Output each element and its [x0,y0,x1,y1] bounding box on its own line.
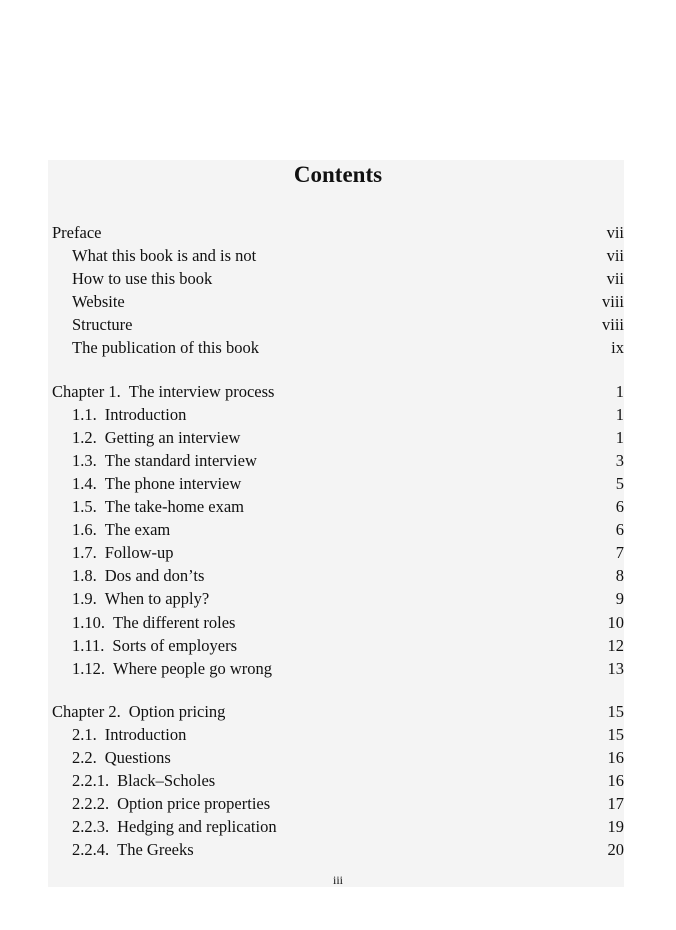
toc-item[interactable] [52,838,624,861]
toc-page-number: 10 [607,612,624,632]
toc-page-number: 6 [615,497,624,517]
toc-page-number: 17 [607,794,624,814]
toc-page-number: 1 [615,381,624,401]
toc-page-number: 9 [615,589,624,609]
toc-page-number: 13 [607,658,624,678]
table-of-contents [52,221,624,861]
toc-chapter-heading [52,700,225,723]
toc-item[interactable] [52,336,624,359]
toc-item[interactable] [52,518,624,541]
toc-entry-label: Introduction [104,724,187,744]
section-gap [52,680,624,700]
toc-item[interactable] [52,611,624,634]
toc-page-number: vii [606,246,624,266]
chapter-title: Option pricing [128,701,226,721]
toc-entry-label: Option price properties [117,794,271,814]
section-number: 1.9. [72,589,97,609]
toc-item[interactable] [52,290,624,313]
toc-page-number: 7 [615,543,624,563]
toc-entry-label: How to use this book [72,269,213,289]
section-number: 2.2. [72,747,97,767]
section-number: 1.6. [72,520,97,540]
toc-chapter-2[interactable] [52,700,624,723]
contents-title: Contents [293,162,383,187]
toc-page-number: 6 [615,520,624,540]
toc-entry-label: Where people go wrong [113,658,272,678]
toc-page-number: ix [611,338,624,358]
toc-page-number: 20 [607,840,624,860]
section-number: 2.2.2. [72,794,110,814]
toc-item[interactable] [52,792,624,815]
section-number: 1.3. [72,450,97,470]
toc-entry-label: The take-home exam [104,497,245,517]
section-number: 1.12. [72,658,105,678]
toc-item[interactable] [52,267,624,290]
toc-entry-label: The Greeks [117,840,194,860]
toc-item[interactable] [52,426,624,449]
toc-item[interactable] [52,564,624,587]
toc-page-number: 19 [607,817,624,837]
toc-entry-label: Hedging and replication [117,817,277,837]
chapter-label: Chapter 1. [52,381,121,401]
toc-entry-label: Black–Scholes [117,771,216,791]
toc-entry-label: Structure [72,315,133,335]
toc-entry-label: The publication of this book [72,338,259,358]
section-gap [52,360,624,380]
toc-entry-label: The standard interview [104,450,257,470]
section-number: 2.2.3. [72,817,110,837]
toc-entry-label: Preface [52,223,102,242]
toc-entry-label: Follow-up [104,543,174,563]
toc-item[interactable] [52,541,624,564]
toc-item[interactable] [52,472,624,495]
toc-item[interactable] [52,769,624,792]
section-number: 2.2.1. [72,771,110,791]
toc-item[interactable] [52,746,624,769]
toc-page-number: 12 [607,635,624,655]
toc-entry-label: Introduction [104,404,187,424]
toc-page-number: 15 [607,701,624,721]
page-number-folio: iii [332,873,343,887]
toc-entry-label: Questions [104,747,171,767]
toc-page-number: viii [601,315,624,335]
toc-item[interactable] [52,313,624,336]
toc-page-number: 8 [615,566,624,586]
toc-page-number: 1 [615,404,624,424]
toc-item[interactable] [52,723,624,746]
toc-item[interactable] [52,634,624,657]
toc-item[interactable] [52,657,624,680]
toc-entry-label: The different roles [113,612,236,632]
toc-preface[interactable] [52,221,624,244]
toc-item[interactable] [52,815,624,838]
section-number: 2.1. [72,724,97,744]
chapter-label: Chapter 2. [52,701,121,721]
toc-chapter-1[interactable] [52,380,624,403]
toc-entry-label: Getting an interview [104,427,241,447]
toc-entry-label: Dos and don’ts [104,566,205,586]
section-number: 1.5. [72,497,97,517]
toc-page-number: 1 [615,427,624,447]
toc-entry-label: What this book is and is not [72,246,257,266]
toc-item[interactable] [52,587,624,610]
toc-entry-label: Website [72,292,125,312]
toc-page-number: 16 [607,771,624,791]
section-number: 1.10. [72,612,105,632]
toc-entry-label: The phone interview [104,473,242,493]
toc-entry-label: When to apply? [104,589,210,609]
toc-entry-label: The exam [104,520,171,540]
toc-page-number: 16 [607,747,624,767]
toc-page-number: 3 [615,450,624,470]
section-number: 1.8. [72,566,97,586]
section-number: 1.11. [72,635,105,655]
section-number: 1.7. [72,543,97,563]
section-number: 2.2.4. [72,840,110,860]
section-number: 1.2. [72,427,97,447]
toc-page-number: vii [606,223,624,242]
toc-item[interactable] [52,449,624,472]
toc-page-number: 15 [607,724,624,744]
toc-page-number: 5 [615,473,624,493]
toc-item[interactable] [52,403,624,426]
toc-page-number: viii [601,292,624,312]
toc-item[interactable] [52,495,624,518]
section-number: 1.1. [72,404,97,424]
toc-chapter-heading [52,380,274,403]
toc-entry-label: Sorts of employers [112,635,238,655]
section-number: 1.4. [72,473,97,493]
toc-item[interactable] [52,244,624,267]
toc-page-number: vii [606,269,624,289]
chapter-title: The interview process [128,381,275,401]
